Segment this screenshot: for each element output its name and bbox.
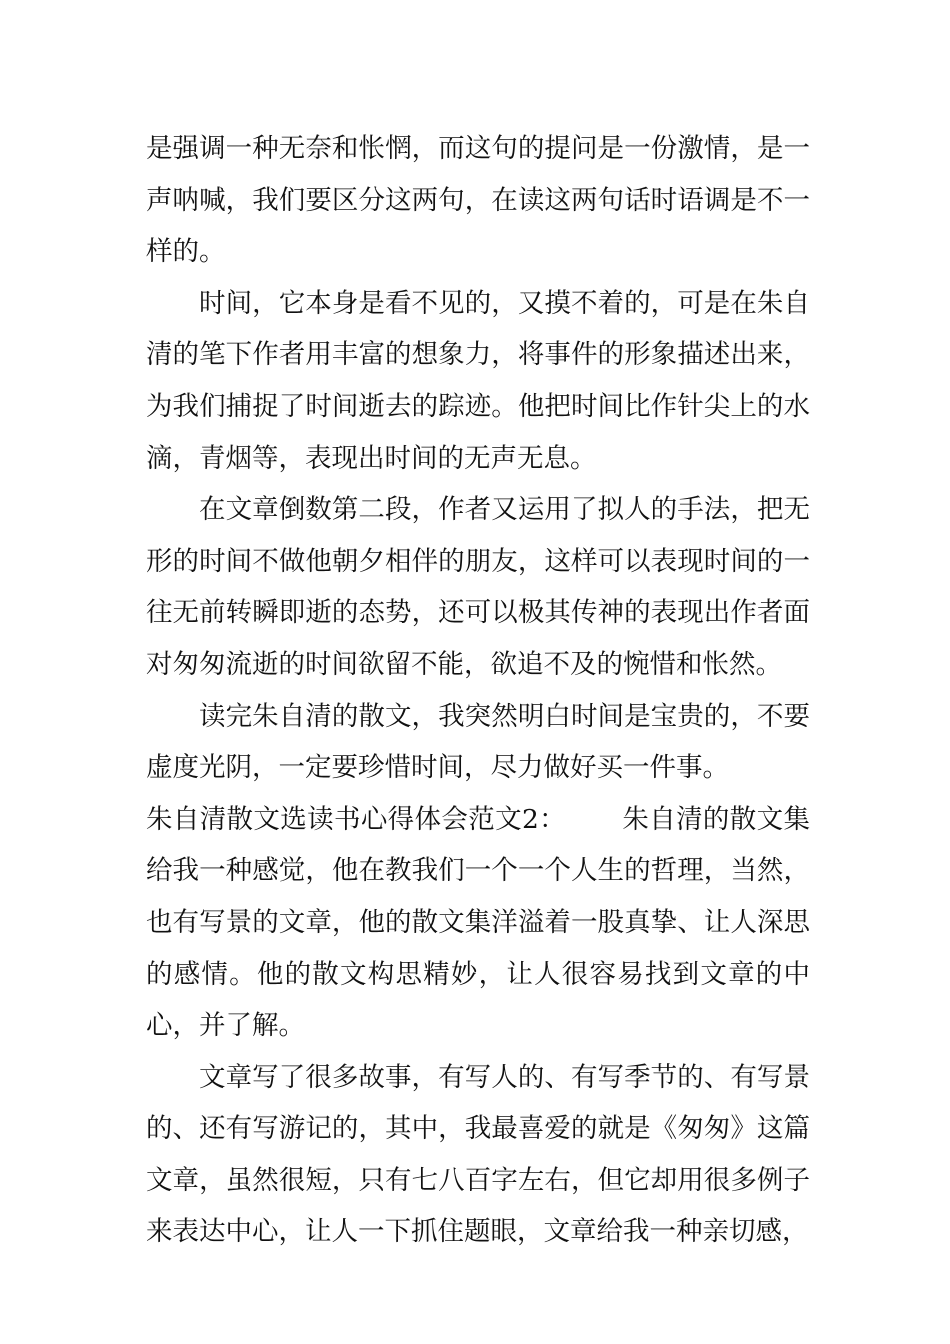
paragraph-3: 在文章倒数第二段，作者又运用了拟人的手法，把无形的时间不做他朝夕相伴的朋友，这样可以表现时间的一往无前转瞬即逝的态势，还可以极其传神的表现出作者面对匆匆流逝的时间欲留不能，欲追不及的惋惜和怅然。 (146, 494, 810, 680)
section-first-text: 朱自清的散文集给我一种感觉，他在教我们一个一个人生的哲理，当然，也有写景的文章，他的散文集洋溢着一股真挚、让人深思的感情。他的散文构思精妙，让人很容易找到文章的中心，并了解。 (146, 803, 810, 1042)
section-heading: 朱自清散文选读书心得体会范文2： (146, 803, 567, 835)
paragraph-1: 是强调一种无奈和怅惘，而这句的提问是一份激情，是一声呐喊，我们要区分这两句，在读这两句话时语调是不一样的。 (146, 133, 810, 268)
paragraph-6: 文章写了很多故事，有写人的、有写季节的、有写景的、还有写游记的，其中，我最喜爱的就是《匆匆》这篇文章，虽然很短，只有七八百字左右，但它却用很多例子来表达中心，让人一下抓住题眼，文章给我一种亲切感， (146, 1061, 810, 1248)
paragraph-2: 时间，它本身是看不见的，又摸不着的，可是在朱自清的笔下作者用丰富的想象力，将事件的形象描述出来，为我们捕捉了时间逝去的踪迹。他把时间比作针尖上的水滴，青烟等，表现出时间的无声无息。 (146, 287, 810, 474)
section-paragraph (146, 794, 810, 1052)
document-page (146, 123, 810, 1258)
paragraph-4: 读完朱自清的散文，我突然明白时间是宝贵的，不要虚度光阴，一定要珍惜时间，尽力做好买一件事。 (146, 700, 810, 784)
